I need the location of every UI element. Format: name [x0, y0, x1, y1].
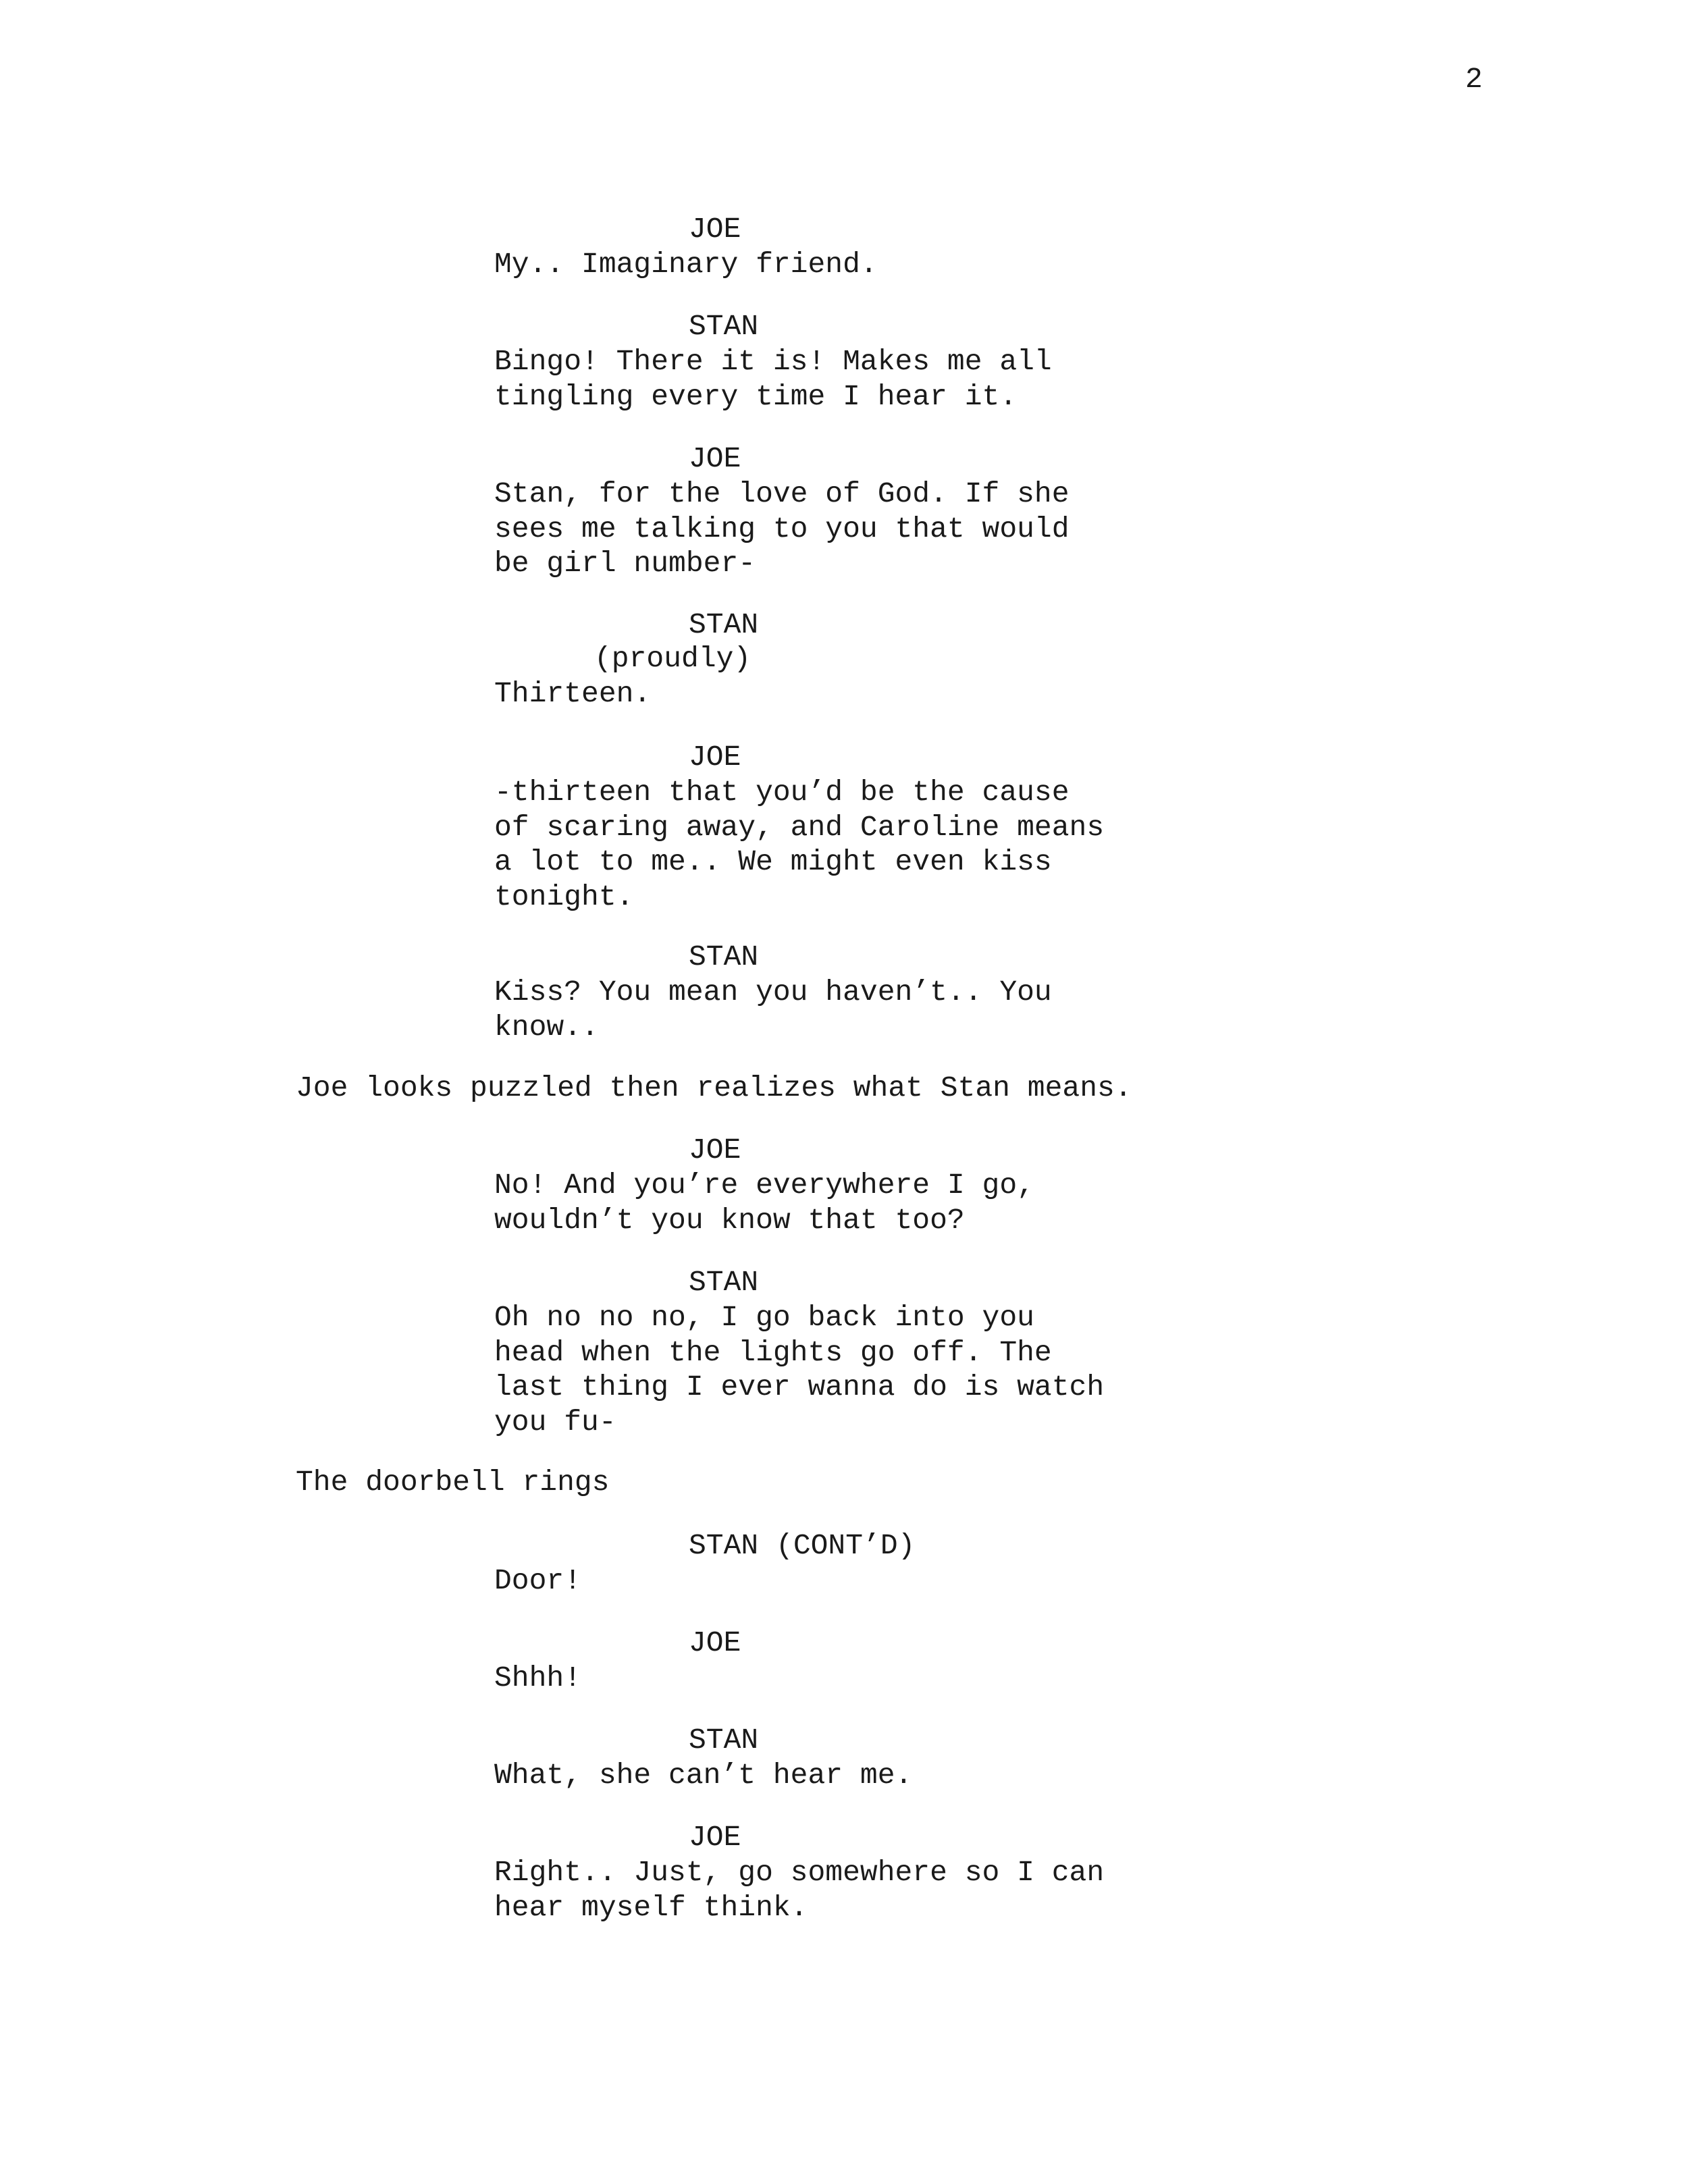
page-number: 2	[1465, 63, 1483, 96]
character-name: JOE	[689, 213, 741, 246]
character-name: STAN	[689, 310, 759, 343]
dialogue: No! And you’re everywhere I go, wouldn’t you know that too?	[494, 1169, 1034, 1237]
character-name: STAN	[689, 1266, 759, 1299]
character-name: STAN	[689, 940, 759, 974]
dialogue: Bingo! There it is! Makes me all tingling every time I hear it.	[494, 345, 1052, 413]
dialogue: Thirteen.	[494, 677, 652, 710]
character-name: JOE	[689, 1821, 741, 1854]
character-name: STAN	[689, 1724, 759, 1757]
character-name: JOE	[689, 442, 741, 475]
dialogue: Kiss? You mean you haven’t.. You know..	[494, 976, 1052, 1044]
action-line: Joe looks puzzled then realizes what Stan means.	[296, 1071, 1132, 1104]
character-name: JOE	[689, 741, 741, 774]
dialogue: My.. Imaginary friend.	[494, 248, 878, 281]
dialogue: Door!	[494, 1564, 582, 1597]
character-name: JOE	[689, 1134, 741, 1167]
dialogue: Right.. Just, go somewhere so I can hear myself think.	[494, 1856, 1105, 1924]
dialogue: What, she can’t hear me.	[494, 1759, 913, 1792]
dialogue: -thirteen that you’d be the cause of scaring away, and Caroline means a lot to me.. We might even kiss tonight.	[494, 776, 1105, 913]
character-name: JOE	[689, 1626, 741, 1659]
action-line: The doorbell rings	[296, 1466, 610, 1499]
parenthetical: (proudly)	[594, 642, 751, 675]
dialogue: Shhh!	[494, 1661, 582, 1695]
dialogue: Stan, for the love of God. If she sees me talking to you that would be girl number-	[494, 477, 1070, 580]
character-name: STAN (CONT’D)	[689, 1529, 916, 1562]
character-name: STAN	[689, 608, 759, 641]
dialogue: Oh no no no, I go back into you head when the lights go off. The last thing I ever wanna do is watch you fu-	[494, 1301, 1105, 1439]
